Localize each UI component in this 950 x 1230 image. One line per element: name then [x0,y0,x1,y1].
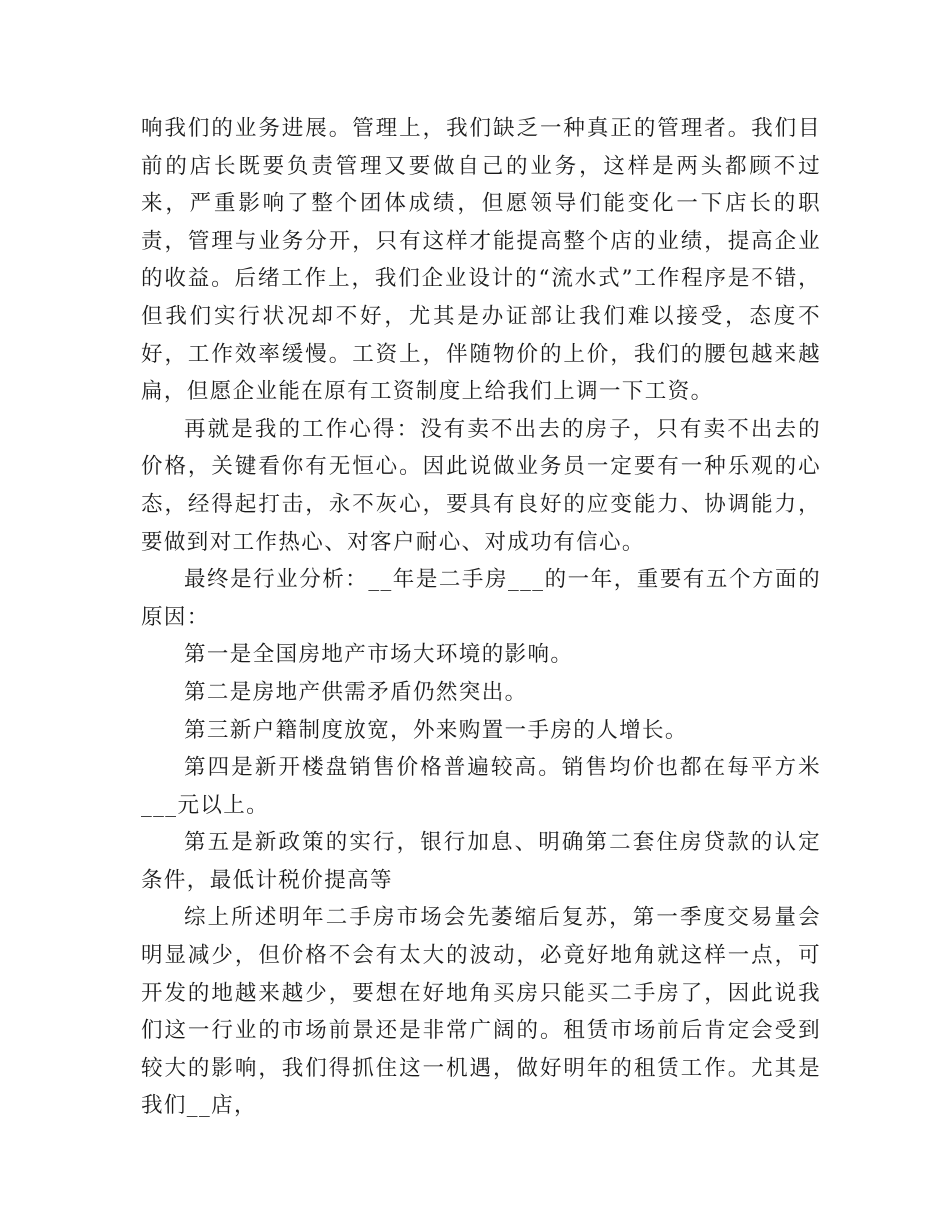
document-body [141,110,821,1125]
paragraph-summary: 综上所述明年二手房市场会先萎缩后复苏，第一季度交易量会明显减少，但价格不会有太大的波动，必竟好地角就这样一点，可开发的地越来越少，要想在好地角买房只能买二手房了，因此说我们这一行业的市场前景还是非常广阔的。租赁市场前后肯定会受到较大的影响，我们得抓住这一机遇，做好明年的租赁工作。尤其是我们__店， [141,905,821,1119]
paragraph-industry-analysis: 最终是行业分析：__年是二手房___的一年，重要有五个方面的原因： [141,567,821,630]
paragraph-reason-3: 第三新户籍制度放宽，外来购置一手房的人增长。 [184,717,688,743]
paragraph-work-experience: 再就是我的工作心得：没有卖不出去的房子，只有卖不出去的价格，关键看你有无恒心。因此说做业务员一定要有一种乐观的心态，经得起打击，永不灰心，要具有良好的应变能力、协调能力，要做到对工作热心、对客户耐心、对成功有信心。 [141,416,821,555]
paragraph-reason-1: 第一是全国房地产市场大环境的影响。 [184,642,574,668]
paragraph-reason-2: 第二是房地产供需矛盾仍然突出。 [184,679,528,705]
paragraph-reason-4: 第四是新开楼盘销售价格普遍较高。销售均价也都在每平方米___元以上。 [141,755,821,818]
paragraph-management-issues: 响我们的业务进展。管理上，我们缺乏一种真正的管理者。我们目前的店长既要负责管理又要做自己的业务，这样是两头都顾不过来，严重影响了整个团体成绩，但愿领导们能变化一下店长的职责，管理与业务分开，只有这样才能提高整个店的业绩，提高企业的收益。后绪工作上，我们企业设计的“流水式”工作程序是不错，但我们实行状况却不好，尤其是办证部让我们难以接受，态度不好，工作效率缓慢。工资上，伴随物价的上价，我们的腰包越来越扁，但愿企业能在原有工资制度上给我们上调一下工资。 [141,116,821,405]
paragraph-reason-5: 第五是新政策的实行，银行加息、明确第二套住房贷款的认定条件，最低计税价提高等 [141,830,821,893]
